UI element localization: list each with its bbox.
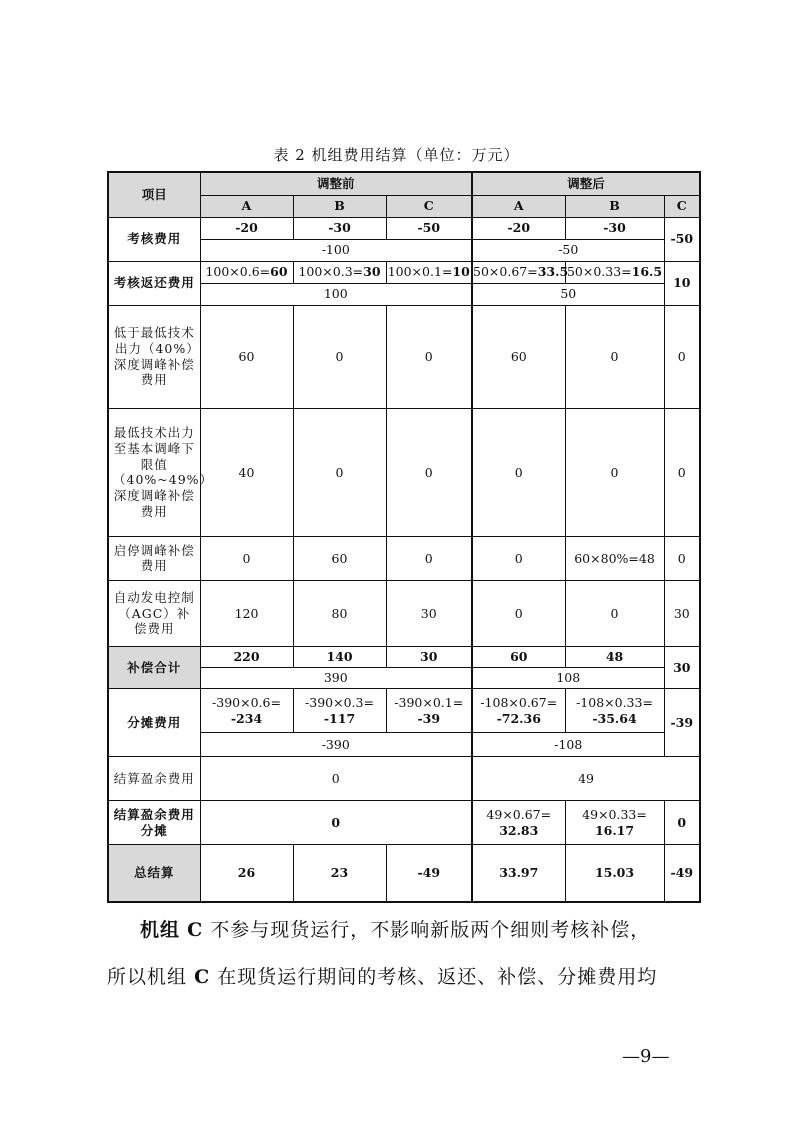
formula-result: 16.17 <box>594 822 635 838</box>
formula-result: 60 <box>270 264 288 280</box>
cell-value: 49 <box>472 757 700 801</box>
row-label-assess: 考核费用 <box>108 217 200 261</box>
cell-value: 0 <box>200 536 293 580</box>
cell-value: -20 <box>472 217 565 239</box>
para-text: 机组 <box>140 919 181 941</box>
formula-result: 32.83 <box>499 822 539 838</box>
formula-expr: -390×0.3= <box>305 694 374 710</box>
row-label-surplus-share: 结算盈余费用分摊 <box>108 801 200 845</box>
cell-value: 0 <box>472 580 565 646</box>
cell-formula <box>472 689 565 733</box>
cell-subtotal: 108 <box>472 668 664 689</box>
cell-value: -49 <box>664 845 700 902</box>
cell-formula <box>200 261 293 283</box>
cell-subtotal: 390 <box>200 668 472 689</box>
header-before: 调整前 <box>200 172 472 195</box>
cell-value: 0 <box>293 305 386 408</box>
formula-expr: -390×0.1= <box>394 694 464 710</box>
cell-value: 30 <box>386 580 472 646</box>
formula-expr: 100×0.1= <box>387 264 453 280</box>
row-label-agc: 自动发电控制（AGC）补偿费用 <box>108 580 200 646</box>
cell-formula <box>472 801 565 845</box>
cell-value: 0 <box>386 305 472 408</box>
row-label-surplus: 结算盈余费用 <box>108 757 200 801</box>
cell-value: -20 <box>200 217 293 239</box>
formula-result: -35.64 <box>592 710 637 726</box>
cell-formula <box>386 689 472 733</box>
formula-expr: -390×0.6= <box>212 694 281 710</box>
formula-result: -117 <box>323 710 356 726</box>
cell-value: 120 <box>200 580 293 646</box>
cell-value: -49 <box>386 845 472 902</box>
para-unit-label: C <box>187 919 204 941</box>
row-label-deep4049: 最低技术出力至基本调峰下限值（40%~49%）深度调峰补偿费用 <box>108 408 200 536</box>
header-col-c: C <box>664 195 700 217</box>
cell-subtotal: -390 <box>200 733 472 757</box>
cell-value: 80 <box>293 580 386 646</box>
formula-result: 16.5 <box>631 264 663 280</box>
cell-value: 0 <box>200 801 472 845</box>
cell-formula <box>293 689 386 733</box>
cell-value: 140 <box>293 647 386 668</box>
page-number: —9— <box>622 1046 670 1067</box>
formula-expr: 50×0.33= <box>566 264 632 280</box>
cell-value: 0 <box>565 305 664 408</box>
cell-value: 0 <box>664 801 700 845</box>
para-unit-label: C <box>194 966 211 988</box>
cell-formula <box>565 801 664 845</box>
cell-value: -30 <box>293 217 386 239</box>
row-label-deep40: 低于最低技术出力（40%）深度调峰补偿费用 <box>108 305 200 408</box>
cell-formula <box>293 261 386 283</box>
formula-expr: 49×0.67= <box>486 807 552 823</box>
cell-value: 0 <box>386 408 472 536</box>
cell-value: 0 <box>386 536 472 580</box>
row-label-comp-total: 补偿合计 <box>108 647 200 689</box>
cell-subtotal: -100 <box>200 239 472 261</box>
cell-value: 0 <box>293 408 386 536</box>
cell-value: 15.03 <box>565 845 664 902</box>
cell-subtotal: -108 <box>472 733 664 757</box>
header-after: 调整后 <box>472 172 700 195</box>
cell-value: 33.97 <box>472 845 565 902</box>
formula-result: -72.36 <box>496 710 541 726</box>
formula-result: 33.5 <box>537 264 569 280</box>
formula-expr: 49×0.33= <box>582 807 647 823</box>
cell-subtotal: 50 <box>472 283 664 305</box>
cell-value: 0 <box>664 408 700 536</box>
cell-value: 23 <box>293 845 386 902</box>
row-label-refund: 考核返还费用 <box>108 261 200 305</box>
para-text: 在现货运行期间的考核、返还、补偿、分摊费用均 <box>217 966 658 988</box>
cell-formula <box>200 689 293 733</box>
row-label-grand-total: 总结算 <box>108 845 200 902</box>
cell-formula <box>472 261 569 283</box>
cell-value: 30 <box>664 647 700 689</box>
formula-expr: -108×0.67= <box>480 694 558 710</box>
cell-value: 48 <box>565 647 664 668</box>
cell-value: 0 <box>664 536 700 580</box>
row-label-share: 分摊费用 <box>108 689 200 757</box>
cell-value: 60 <box>293 536 386 580</box>
cell-value: 60×80%=48 <box>565 536 664 580</box>
cell-value: -50 <box>386 217 472 239</box>
formula-expr: 100×0.3= <box>298 264 364 280</box>
cell-subtotal: 100 <box>200 283 472 305</box>
header-item: 项目 <box>108 172 200 217</box>
cell-value: 60 <box>472 305 565 408</box>
row-label-startstop: 启停调峰补偿费用 <box>108 536 200 580</box>
cell-value: 0 <box>664 305 700 408</box>
body-paragraph-line-2 <box>107 962 707 989</box>
cell-value: -39 <box>664 689 700 757</box>
cell-value: 0 <box>472 408 565 536</box>
cell-value: 60 <box>200 305 293 408</box>
header-col-c: C <box>386 195 472 217</box>
header-col-b: B <box>293 195 386 217</box>
formula-expr: -108×0.33= <box>576 694 653 710</box>
formula-expr: 100×0.6= <box>205 264 271 280</box>
formula-result: 30 <box>363 264 381 280</box>
header-col-a: A <box>200 195 293 217</box>
formula-result: -39 <box>417 710 441 726</box>
cell-value: 220 <box>200 647 293 668</box>
formula-result: -234 <box>230 710 263 726</box>
cell-value: 60 <box>472 647 565 668</box>
cell-value: 0 <box>200 757 472 801</box>
cell-value: 30 <box>664 580 700 646</box>
table-caption: 表 2 机组费用结算（单位：万元） <box>273 146 520 164</box>
formula-result: 10 <box>452 264 470 280</box>
cell-subtotal: -50 <box>472 239 664 261</box>
body-paragraph-line-1 <box>140 915 740 942</box>
cell-formula <box>565 261 664 283</box>
cell-formula <box>565 689 664 733</box>
cell-value: 0 <box>472 536 565 580</box>
para-text: 所以机组 <box>107 966 188 988</box>
para-text: 不参与现货运行，不影响新版两个细则考核补偿， <box>210 919 651 941</box>
header-col-a: A <box>472 195 565 217</box>
cell-value: 40 <box>200 408 293 536</box>
cell-value: -30 <box>565 217 664 239</box>
formula-expr: 50×0.67= <box>473 264 538 280</box>
header-col-b: B <box>565 195 664 217</box>
fee-settlement-table <box>107 171 701 903</box>
cell-value: 30 <box>386 647 472 668</box>
cell-value: -50 <box>664 217 700 261</box>
cell-value: 0 <box>565 408 664 536</box>
cell-formula <box>386 261 472 283</box>
cell-value: 0 <box>565 580 664 646</box>
cell-value: 26 <box>200 845 293 902</box>
cell-value: 10 <box>664 261 700 305</box>
